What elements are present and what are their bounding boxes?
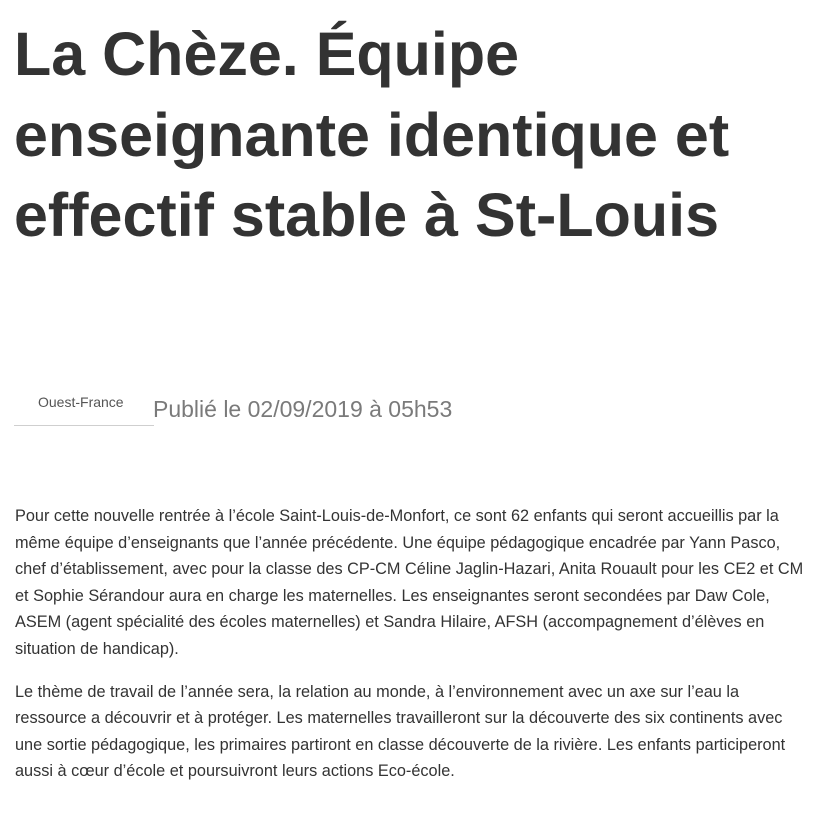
article-paragraph: Pour cette nouvelle rentrée à l’école Saint-Louis-de-Monfort, ce sont 62 enfants qui seront accueillis par la même équipe d’enseignants que l’année précédente. Une équipe pédagogique encadrée par Yann Pasco, chef d’établissement, avec pour la classe des CP-CM Céline Jaglin-Hazari, Anita Rouault pour les CE2 et CM et Sophie Sérandour aura en charge les maternelles. Les enseignantes seront secondées par Daw Cole, ASEM (agent spécialité des écoles maternelles) et Sandra Hilaire, AFSH (accompagnement d’élèves en situation de handicap). [15,507,804,658]
article-paragraph: Le thème de travail de l’année sera, la relation au monde, à l’environnement avec un axe sur l’eau la ressource a découvrir et à protéger. Les maternelles travailleront sur la découverte des six continents avec une sortie pédagogique, les primaires partiront en classe découverte de la rivière. Les enfants participeront aussi à cœur d’école et poursuivront leurs actions Eco-école. [15,682,786,781]
source-tab[interactable] [14,392,154,426]
article [14,0,814,781]
publication-date: Publié le 02/09/2019 à 05h53 [153,396,453,422]
article-headline: La Chèze. Équipe enseignante identique et effectif stable à St-Louis [14,20,730,249]
article-meta [14,392,714,432]
source-name: Ouest-France [38,394,124,410]
article-body [15,503,805,801]
